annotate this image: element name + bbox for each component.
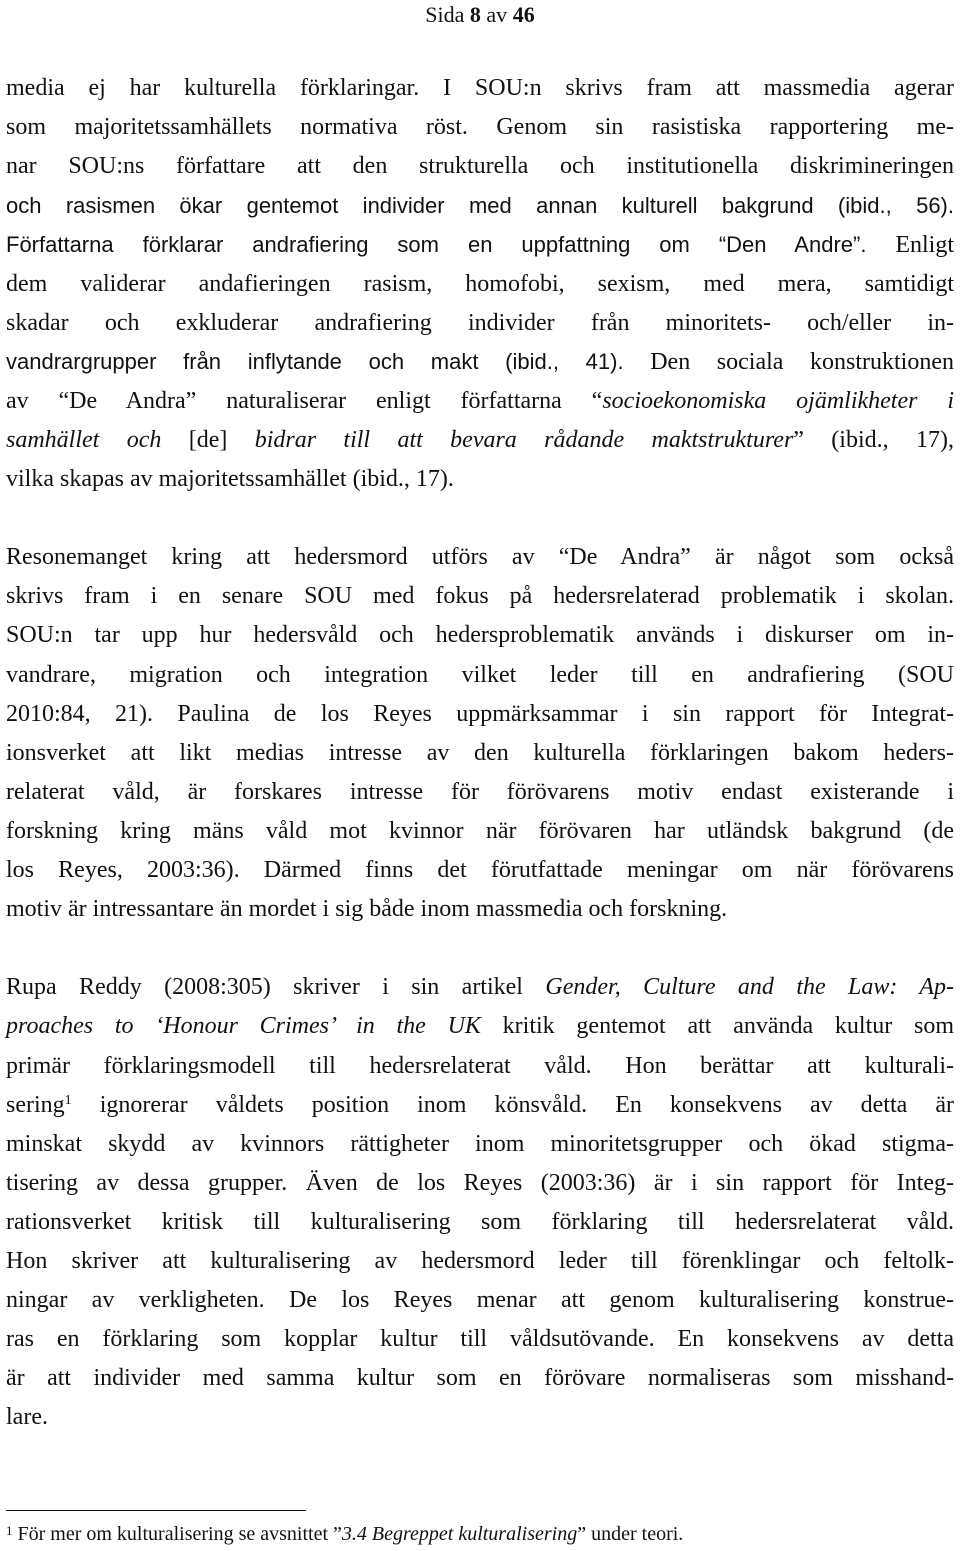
text-line: Rupa Reddy (2008:305) skriver i sin artikel Gender, Culture and the Law: Ap-	[6, 974, 955, 1000]
footnote-number: 1	[6, 1523, 13, 1538]
text-line: dem validerar andafieringen rasism, homofobi, sexism, med mera, samtidigt	[6, 271, 954, 297]
text-line: minskat skydd av kvinnors rättigheter inom minoritetsgrupper och ökad stigma-	[6, 1131, 954, 1157]
page-number: 8	[469, 2, 481, 27]
text-line: ningar av verkligheten. De los Reyes menar att genom kulturalisering konstrue-	[6, 1287, 954, 1313]
footnote-divider	[6, 1510, 306, 1511]
text-line: är att individer med samma kultur som en förövare normaliseras som misshand-	[6, 1365, 954, 1391]
text-line: och rasismen ökar gentemot individer med annan kulturell bakgrund (ibid., 56).	[6, 193, 954, 218]
text-line: ras en förklaring som kopplar kultur till våldsutövande. En konsekvens av detta	[6, 1326, 954, 1352]
text-line: samhället och [de] bidrar till att bevara rådande maktstrukturer” (ibid., 17),	[6, 427, 954, 453]
text-line: los Reyes, 2003:36). Därmed finns det förutfattade meningar om när förövarens	[6, 857, 954, 883]
text-line: sering$^1$ ignorerar våldets position inom könsvåld. En konsekvens av detta är	[6, 1092, 954, 1118]
text-line: skadar och exkluderar andrafiering individer från minoritets- och/eller in-	[6, 310, 954, 336]
text-line: SOU:n tar upp hur hedersvåld och hedersproblematik används i diskurser om in-	[6, 622, 954, 648]
text-line: forskning kring mäns våld mot kvinnor när förövaren har utländsk bakgrund (de	[6, 818, 954, 844]
text-line: lare.	[6, 1404, 48, 1430]
text-line: som majoritetssamhällets normativa röst. Genom sin rasistiska rapportering me-	[6, 114, 954, 140]
text-line: av “De Andra” naturaliserar enligt författarna “socioekonomiska ojämlikheter i	[6, 388, 954, 414]
text-line: Hon skriver att kulturalisering av hedersmord leder till förenklingar och feltolk-	[6, 1248, 954, 1274]
footnote: $^1$ För mer om kulturalisering se avsnittet ”3.4 Begreppet kulturalisering” under teori.	[6, 1523, 684, 1545]
text-line: relaterat våld, är forskares intresse för förövarens motiv endast existerande i	[6, 779, 954, 805]
text-line: nar SOU:ns författare att den strukturella och institutionella diskrimineringen	[6, 153, 954, 179]
text-line: vandrargrupper från inflytande och makt (ibid., 41). Den sociala konstruktionen	[6, 349, 954, 375]
page-total: 46	[512, 2, 535, 27]
text-line: vilka skapas av majoritetssamhället (ibid., 17).	[6, 466, 454, 492]
text-line: rationsverket kritisk till kulturalisering som förklaring till hedersrelaterat våld.	[6, 1209, 954, 1235]
text-line: Författarna förklarar andrafiering som en uppfattning om “Den Andre”. Enligt	[6, 232, 954, 258]
text-line: 2010:84, 21). Paulina de los Reyes uppmärksammar i sin rapport för Integrat-	[6, 701, 954, 727]
text-line: proaches to ‘Honour Crimes’ in the UK kritik gentemot att använda kultur som	[6, 1013, 954, 1039]
text-line: ionsverket att likt medias intresse av den kulturella förklaringen bakom heders-	[6, 740, 954, 766]
text-line: media ej har kulturella förklaringar. I SOU:n skrivs fram att massmedia agerar	[6, 75, 954, 101]
text-line: Resonemanget kring att hedersmord utförs av “De Andra” är något som också	[6, 544, 954, 570]
footnote-ref[interactable]: 1	[64, 1093, 72, 1108]
text-line: vandrare, migration och integration vilket leder till en andrafiering (SOU	[6, 662, 954, 688]
page-header: Sida 8 av 46	[425, 2, 535, 27]
text-line: motiv är intressantare än mordet i sig både inom massmedia och forskning.	[6, 896, 728, 922]
text-line: skrivs fram i en senare SOU med fokus på hedersrelaterad problematik i skolan.	[6, 583, 954, 609]
text-line: primär förklaringsmodell till hedersrelaterat våld. Hon berättar att kulturali-	[6, 1053, 954, 1079]
text-line: tisering av dessa grupper. Även de los Reyes (2003:36) är i sin rapport för Integ-	[6, 1170, 954, 1196]
